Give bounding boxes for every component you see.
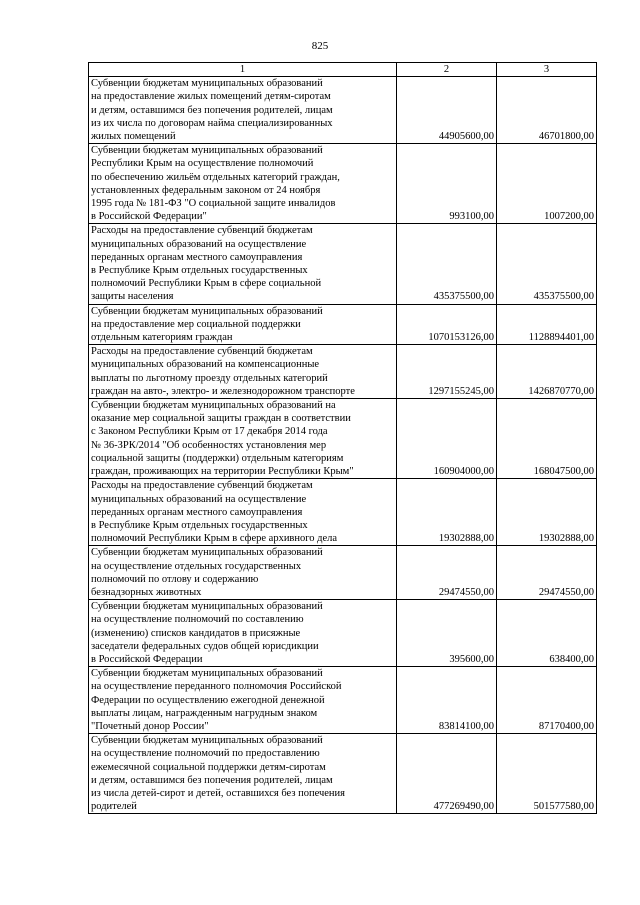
row-amount-col2: 993100,00 bbox=[397, 144, 497, 224]
table-row bbox=[89, 144, 597, 224]
table-row bbox=[89, 224, 597, 304]
column-header-3: 3 bbox=[497, 63, 597, 77]
row-description: Субвенции бюджетам муниципальных образований на оказание мер социальной защиты граждан в соответствии с Законом Республики Крым от 17 декабря 2014 года № 36-ЗРК/2014 "Об особенностях установления мер социальной защиты (поддержки) отдельным категориям граждан, проживающих на территории Республики Крым" bbox=[89, 399, 397, 479]
row-description: Субвенции бюджетам муниципальных образований на предоставление жилых помещений детям-сиротам и детям, оставшимся без попечения родителей, лицам из их числа по договорам найма специализированных жилых помещений bbox=[89, 77, 397, 144]
row-amount-col2: 83814100,00 bbox=[397, 667, 497, 734]
row-description: Субвенции бюджетам муниципальных образований Республики Крым на осуществление полномочий по обеспечению жильём отдельных категорий граждан, установленных федеральным законом от 24 ноября 1995 года № 181-ФЗ "О социальной защите инвалидов в Российской Федерации" bbox=[89, 144, 397, 224]
budget-table bbox=[88, 62, 597, 814]
row-amount-col2: 395600,00 bbox=[397, 600, 497, 667]
table-row bbox=[89, 734, 597, 814]
page-number: 825 bbox=[311, 40, 329, 52]
row-amount-col3: 501577580,00 bbox=[497, 734, 597, 814]
table-header-row bbox=[89, 63, 597, 77]
row-amount-col2: 435375500,00 bbox=[397, 224, 497, 304]
row-amount-col3: 46701800,00 bbox=[497, 77, 597, 144]
row-amount-col3: 1128894401,00 bbox=[497, 304, 597, 345]
row-amount-col3: 87170400,00 bbox=[497, 667, 597, 734]
row-description: Субвенции бюджетам муниципальных образований на осуществление полномочий по предоставлению ежемесячной социальной поддержки детям-сиротам и детям, оставшимся без попечения родителей, лицам из числа детей-сирот и детей, оставшихся без попечения родителей bbox=[89, 734, 397, 814]
table-row bbox=[89, 399, 597, 479]
table-row bbox=[89, 345, 597, 399]
row-amount-col2: 477269490,00 bbox=[397, 734, 497, 814]
row-amount-col3: 1007200,00 bbox=[497, 144, 597, 224]
row-description: Расходы на предоставление субвенций бюджетам муниципальных образований на осуществление переданных органам местного самоуправления в Республике Крым отдельных государственных полномочий Республики Крым в сфере архивного дела bbox=[89, 479, 397, 546]
table-row bbox=[89, 304, 597, 345]
column-header-1: 1 bbox=[89, 63, 397, 77]
table-row bbox=[89, 546, 597, 600]
row-amount-col3: 19302888,00 bbox=[497, 479, 597, 546]
row-amount-col2: 44905600,00 bbox=[397, 77, 497, 144]
row-amount-col2: 1297155245,00 bbox=[397, 345, 497, 399]
row-amount-col2: 19302888,00 bbox=[397, 479, 497, 546]
row-amount-col2: 160904000,00 bbox=[397, 399, 497, 479]
row-amount-col2: 29474550,00 bbox=[397, 546, 497, 600]
row-description: Субвенции бюджетам муниципальных образований на осуществление переданного полномочия Российской Федерации по осуществлению ежегодной денежной выплаты лицам, награжденным нагрудным знаком "Почетный донор России" bbox=[89, 667, 397, 734]
table-row bbox=[89, 77, 597, 144]
table-row bbox=[89, 667, 597, 734]
row-description: Субвенции бюджетам муниципальных образований на предоставление мер социальной поддержки отдельным категориям граждан bbox=[89, 304, 397, 345]
row-amount-col3: 1426870770,00 bbox=[497, 345, 597, 399]
row-description: Расходы на предоставление субвенций бюджетам муниципальных образований на осуществление переданных органам местного самоуправления в Республике Крым отдельных государственных полномочий Республики Крым в сфере социальной защиты населения bbox=[89, 224, 397, 304]
table-row bbox=[89, 479, 597, 546]
row-amount-col3: 435375500,00 bbox=[497, 224, 597, 304]
row-description: Субвенции бюджетам муниципальных образований на осуществление полномочий по составлению (изменению) списков кандидатов в присяжные заседатели федеральных судов общей юрисдикции в Российской Федерации bbox=[89, 600, 397, 667]
row-amount-col2: 1070153126,00 bbox=[397, 304, 497, 345]
table-row bbox=[89, 600, 597, 667]
row-description: Субвенции бюджетам муниципальных образований на осуществление отдельных государственных полномочий по отлову и содержанию безнадзорных животных bbox=[89, 546, 397, 600]
column-header-2: 2 bbox=[397, 63, 497, 77]
row-description: Расходы на предоставление субвенций бюджетам муниципальных образований на компенсационные выплаты по льготному проезду отдельных категорий граждан на авто-, электро- и железнодорожном транспорте bbox=[89, 345, 397, 399]
row-amount-col3: 168047500,00 bbox=[497, 399, 597, 479]
row-amount-col3: 638400,00 bbox=[497, 600, 597, 667]
row-amount-col3: 29474550,00 bbox=[497, 546, 597, 600]
